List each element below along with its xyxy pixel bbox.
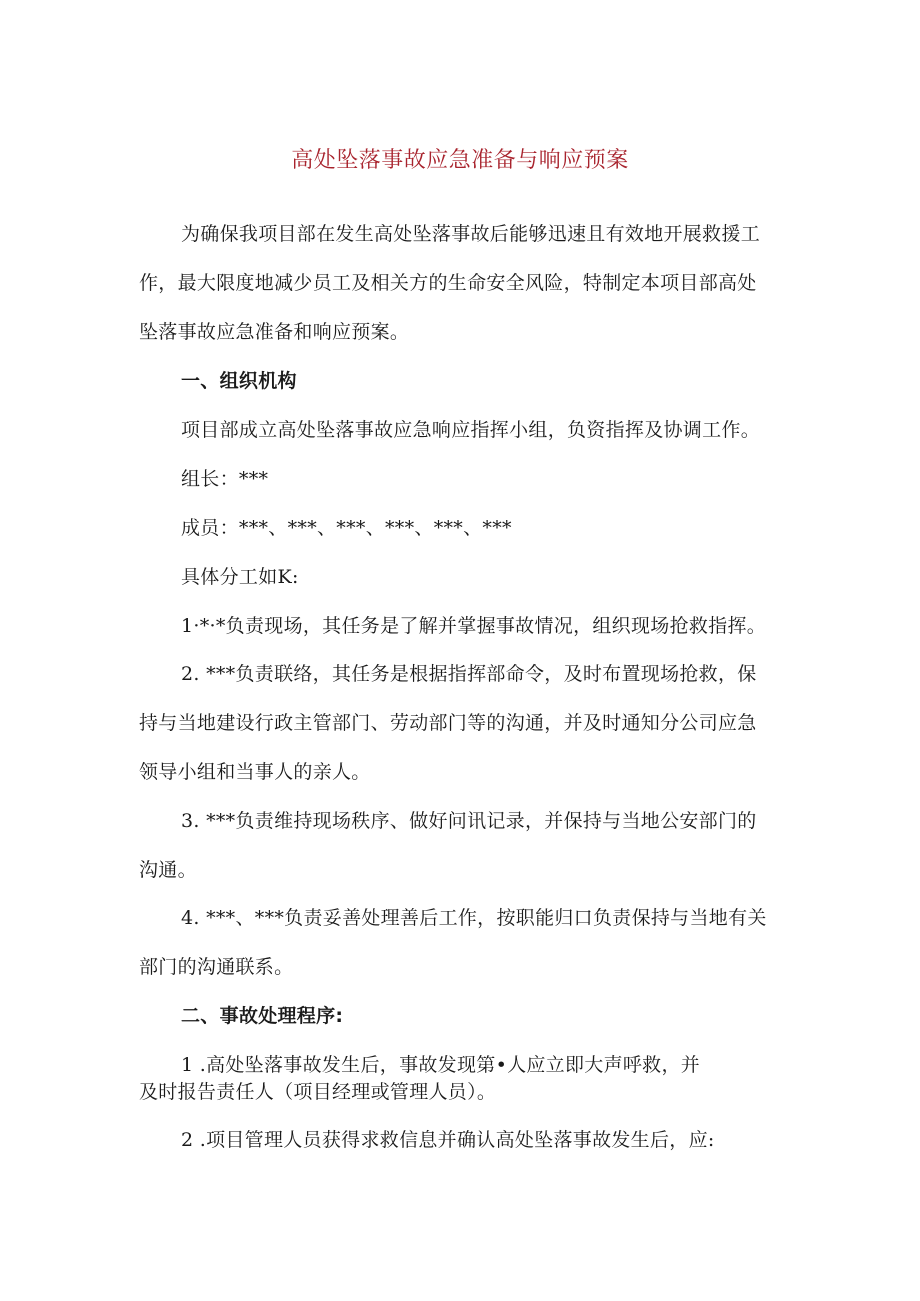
duty-item-2-line-3: 领导小组和当事人的亲人。	[139, 761, 371, 783]
procedure-item-1-line-1: 1 .高处坠落事故发生后，事故发现第•人应立即大声呼救，并	[181, 1054, 701, 1076]
intro-line-2: 作，最大限度地减少员工及相关方的生命安全风险，特制定本项目部高处	[139, 272, 757, 294]
command-group-line: 项目部成立高处坠落事故应急响应指挥小组，负资指挥及协调工作。	[181, 419, 761, 441]
intro-line-1: 为确保我项目部在发生高处坠落事故后能够迅速且有效地开展救援工	[181, 223, 761, 245]
duty-item-1: 1·*·*负责现场，其任务是了解并掌握事故情况，组织现场抢救指挥。	[181, 615, 767, 637]
duty-item-4-line-2: 部门的沟通联系。	[139, 956, 294, 978]
intro-line-3: 坠落事故应急准备和响应预案。	[139, 321, 410, 343]
duty-item-2-line-2: 持与当地建设行政主管部门、劳动部门等的沟通，并及时通知分公司应急	[139, 712, 757, 734]
members-line: 成员：***、***、***、***、***、***	[181, 517, 512, 539]
procedure-item-2-line-1: 2 .项目管理人员获得求救信息并确认高处坠落事故发生后，应:	[181, 1129, 715, 1151]
division-of-labor-line: 具体分工如K:	[181, 566, 299, 588]
duty-item-4-line-1: 4. ***、***负责妥善处理善后工作，按职能归口负责保持与当地有关	[181, 907, 767, 929]
section-2-heading: 二、事故处理程序:	[181, 1005, 344, 1027]
procedure-item-1-line-2: 及时报告责任人（项目经理或管理人员）。	[139, 1081, 497, 1103]
document-title: 高处坠落事故应急准备与响应预案	[291, 148, 629, 173]
duty-item-3-line-1: 3. ***负责维持现场秩序、做好问讯记录，并保持与当地公安部门的	[181, 810, 757, 832]
duty-item-3-line-2: 沟通。	[139, 859, 197, 881]
group-leader-line: 组长：***	[181, 468, 269, 490]
section-1-heading: 一、组织机构	[181, 370, 297, 392]
duty-item-2-line-1: 2. ***负责联络，其任务是根据指挥部命令，及时布置现场抢救，保	[181, 663, 757, 685]
